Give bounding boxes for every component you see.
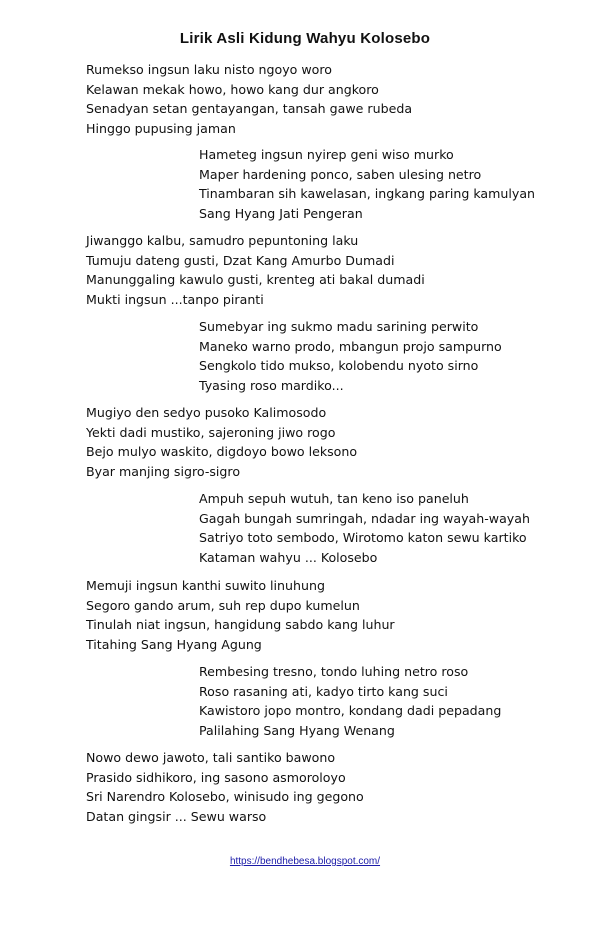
lyric-line: Hinggo pupusing jaman (86, 121, 236, 137)
lyric-line: Jiwanggo kalbu, samudro pepuntoning laku (86, 233, 359, 248)
lyric-line: Datan gingsir ... Sewu warso (86, 809, 267, 825)
page-title: Lirik Asli Kidung Wahyu Kolosebo (179, 30, 431, 47)
lyric-line: Titahing Sang Hyang Agung (86, 637, 262, 653)
lyric-line: Rumekso ingsun laku nisto ngoyo woro (86, 62, 332, 77)
lyric-line: Maper hardening ponco, saben ulesing netro (199, 166, 482, 182)
source-link[interactable]: https://bendhebesa.blogspot.com/ (229, 856, 381, 867)
stanza-2 (199, 145, 535, 224)
stanza-7 (86, 576, 395, 655)
stanza-9 (86, 748, 364, 827)
lyric-line: Sumebyar ing sukmo madu sarining perwito (199, 319, 479, 334)
stanza-4 (199, 317, 502, 396)
stanza-6 (199, 489, 530, 568)
lyric-line: Tinulah niat ingsun, hangidung sabdo kang luhur (86, 617, 395, 633)
lyric-line: Sri Narendro Kolosebo, winisudo ing gegono (86, 789, 364, 805)
lyric-line: Tumuju dateng gusti, Dzat Kang Amurbo Dumadi (86, 252, 395, 268)
lyric-line: Hameteg ingsun nyirep geni wiso murko (199, 147, 454, 162)
lyric-line: Palilahing Sang Hyang Wenang (199, 723, 395, 739)
lyric-line: Ampuh sepuh wutuh, tan keno iso paneluh (199, 491, 469, 506)
lyric-line: Yekti dadi mustiko, sajeroning jiwo rogo (86, 424, 336, 440)
lyric-line: Sang Hyang Jati Pengeran (199, 206, 363, 222)
lyric-line: Gagah bungah sumringah, ndadar ing wayah-wayah (199, 510, 530, 526)
lyric-line: Segoro gando arum, suh rep dupo kumelun (86, 597, 360, 613)
stanza-3 (86, 231, 425, 310)
stanza-1 (86, 60, 412, 139)
lyric-line: Byar manjing sigro-sigro (86, 464, 241, 480)
lyric-line: Prasido sidhikoro, ing sasono asmoroloyo (86, 769, 346, 785)
stanza-8 (199, 662, 501, 741)
lyric-line: Memuji ingsun kanthi suwito linuhung (86, 578, 325, 593)
lyric-line: Manunggaling kawulo gusti, krenteg ati bakal dumadi (86, 272, 425, 288)
lyric-line: Mukti ingsun ...tanpo piranti (86, 292, 264, 308)
lyric-line: Kelawan mekak howo, howo kang dur angkoro (86, 81, 379, 97)
stanza-5 (86, 403, 357, 482)
lyric-line: Satriyo toto sembodo, Wirotomo katon sewu kartiko (199, 530, 527, 546)
lyric-line: Bejo mulyo waskito, digdoyo bowo leksono (86, 444, 358, 460)
lyric-line: Kawistoro jopo montro, kondang dadi pepadang (199, 703, 502, 719)
lyric-line: Maneko warno prodo, mbangun projo sampurno (199, 338, 502, 354)
lyric-line: Tyasing roso mardiko... (199, 378, 344, 394)
lyric-line: Nowo dewo jawoto, tali santiko bawono (86, 750, 336, 765)
lyric-line: Rembesing tresno, tondo luhing netro roso (199, 664, 469, 679)
lyric-line: Mugiyo den sedyo pusoko Kalimosodo (86, 405, 327, 420)
lyric-line: Roso rasaning ati, kadyo tirto kang suci (199, 683, 448, 699)
lyric-line: Sengkolo tido mukso, kolobendu nyoto sirno (199, 358, 479, 374)
lyric-line: Tinambaran sih kawelasan, ingkang paring kamulyan (199, 186, 536, 202)
lyric-line: Senadyan setan gentayangan, tansah gawe rubeda (86, 101, 413, 117)
lyric-line: Kataman wahyu ... Kolosebo (199, 550, 378, 566)
